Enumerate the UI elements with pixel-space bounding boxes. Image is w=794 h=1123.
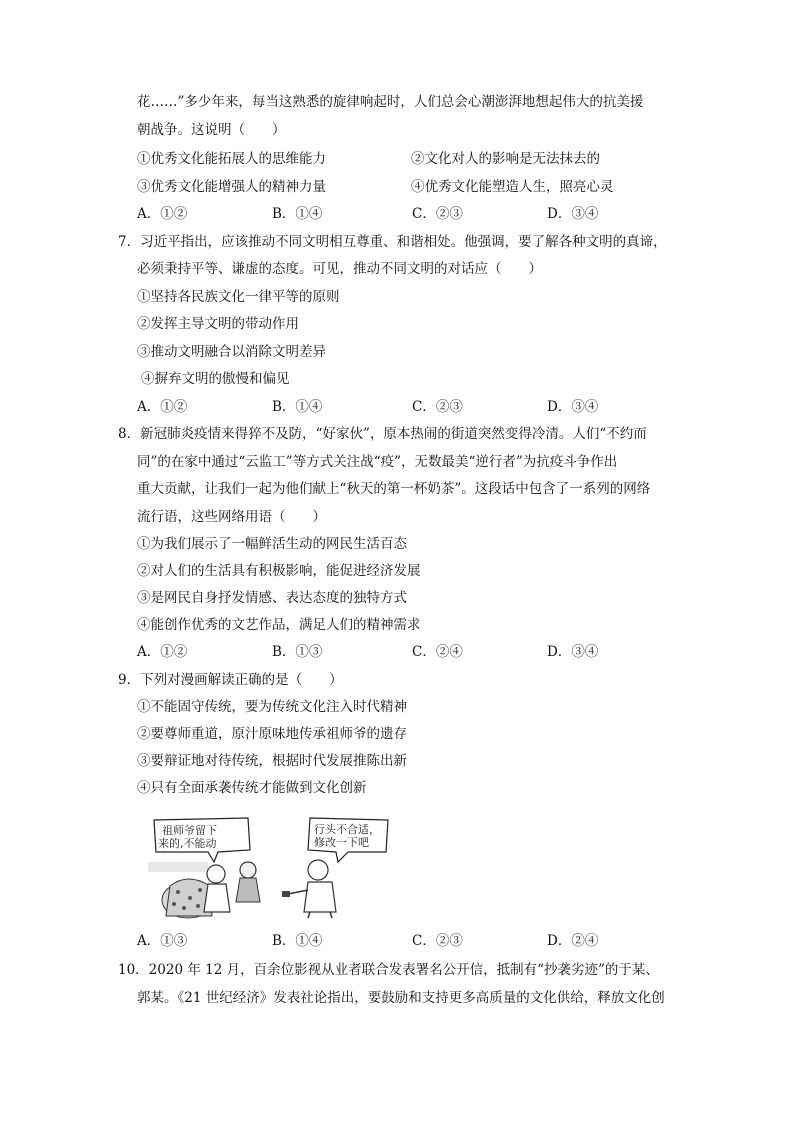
q9-choice-a: A．①③: [137, 933, 188, 949]
q6-choice-d: D．③④: [547, 206, 599, 222]
q7-choice-c: C．②③: [412, 399, 463, 415]
q6-option-3: ③优秀文化能增强人的精神力量: [137, 179, 326, 195]
q7-option-4: ④摒弃文明的傲慢和偏见: [141, 371, 290, 387]
q6-stem-line-1: 花……”多少年来，每当这熟悉的旋律响起时，人们总会心潮澎湃地想起伟大的抗美援: [137, 94, 644, 110]
q9-choice-c: C．②③: [412, 933, 463, 949]
cartoon-image: [148, 812, 394, 920]
q10-stem-line-1: 10．2020 年 12 月，百余位影视从业者联合发表署名公开信，抵制有“抄袭劣迹”的于某、: [118, 962, 659, 978]
q6-option-2: ②文化对人的影响是无法抹去的: [411, 151, 600, 167]
cartoon-left-bubble-line-2: 来的,不能动: [158, 837, 217, 850]
q7-choice-a: A．①②: [137, 399, 188, 415]
q9-option-1: ①不能固守传统，要为传统文化注入时代精神: [137, 699, 407, 715]
q7-stem-line-2: 必须秉持平等、谦虚的态度。可见，推动不同文明的对话应（ ）: [137, 261, 542, 277]
q8-option-2: ②对人们的生活具有积极影响，能促进经济发展: [137, 563, 421, 579]
q9-option-3: ③要辩证地对待传统，根据时代发展推陈出新: [137, 753, 407, 769]
q8-option-3: ③是网民自身抒发情感、表达态度的独特方式: [137, 590, 407, 606]
q8-option-4: ④能创作优秀的文艺作品，满足人们的精神需求: [137, 617, 421, 633]
q8-stem-line-3: 重大贡献，让我们一起为他们献上“秋天的第一杯奶茶”。这段话中包含了一系列的网络: [137, 481, 651, 497]
q9-stem-line-1: 9．下列对漫画解读正确的是（ ）: [118, 672, 343, 688]
q6-choice-b: B．①④: [272, 206, 323, 222]
q6-stem-line-2: 朝战争。这说明（ ）: [137, 122, 286, 138]
q8-option-1: ①为我们展示了一幅鲜活生动的网民生活百态: [137, 536, 407, 552]
q8-stem-line-2: 同”的在家中通过“云监工”等方式关注战“疫”，无数最美“逆行者”为抗疫斗争作出: [137, 454, 618, 470]
q6-option-4: ④优秀文化能塑造人生，照亮心灵: [411, 179, 614, 195]
q7-option-1: ①坚持各民族文化一律平等的原则: [137, 289, 340, 305]
q8-choice-b: B．①③: [272, 644, 323, 660]
q8-choice-c: C．②④: [412, 644, 463, 660]
q7-stem-line-1: 7．习近平指出，应该推动不同文明相互尊重、和谐相处。他强调，要了解各种文明的真谛，: [118, 234, 667, 250]
q7-choice-b: B．①④: [272, 399, 323, 415]
cartoon-left-bubble-line-1: 祖师爷留下: [162, 824, 217, 837]
q7-choice-d: D．③④: [547, 399, 599, 415]
q6-choice-c: C．②③: [412, 206, 463, 222]
q8-choice-d: D．③④: [547, 644, 599, 660]
q9-option-4: ④只有全面承袭传统才能做到文化创新: [137, 780, 367, 796]
q6-option-1: ①优秀文化能拓展人的思维能力: [137, 151, 326, 167]
q9-choice-b: B．①④: [272, 933, 323, 949]
q9-option-2: ②要尊师重道，原汁原味地传承祖师爷的遗存: [137, 726, 407, 742]
q7-option-3: ③推动文明融合以消除文明差异: [137, 344, 326, 360]
q6-choice-a: A．①②: [137, 206, 188, 222]
q8-stem-line-1: 8．新冠肺炎疫情来得猝不及防，“好家伙”，原本热闹的街道突然变得冷清。人们“不约而: [118, 426, 647, 442]
q10-stem-line-2: 郭某。《21 世纪经济》发表社论指出，要鼓励和支持更多高质量的文化供给，释放文化创: [137, 990, 665, 1006]
q9-choice-d: D．②④: [547, 933, 599, 949]
cartoon-right-bubble-line-2: 修改一下吧: [314, 836, 369, 849]
q8-stem-line-4: 流行语，这些网络用语（ ）: [137, 509, 326, 525]
q8-choice-a: A．①②: [137, 644, 188, 660]
q7-option-2: ②发挥主导文明的带动作用: [137, 316, 299, 332]
cartoon-right-bubble-line-1: 行头不合适，: [314, 823, 380, 836]
